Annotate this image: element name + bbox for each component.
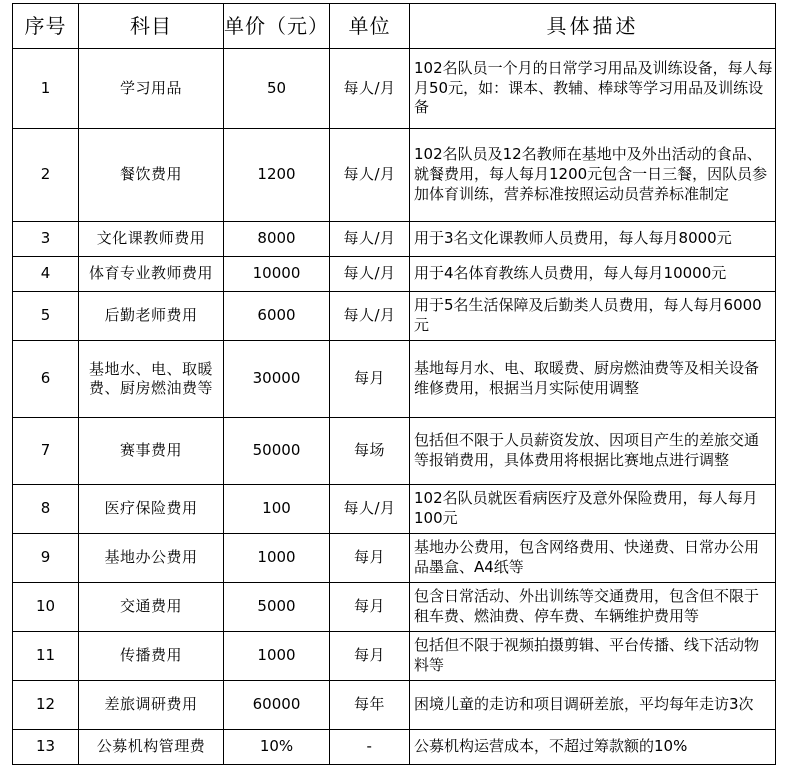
cell-item: 医疗保险费用 [79,485,224,534]
cell-index: 10 [13,583,79,632]
cell-item: 学习用品 [79,49,224,129]
cell-item: 餐饮费用 [79,129,224,222]
cell-unit: 每月 [330,632,410,681]
table-row [13,418,776,485]
table-row [13,681,776,730]
cell-unit: 每月 [330,534,410,583]
cell-item: 差旅调研费用 [79,681,224,730]
column-header-index: 序号 [13,4,79,49]
cell-item: 公募机构管理费 [79,730,224,765]
cell-unit-price: 60000 [224,681,330,730]
cell-description: 102名队员就医看病医疗及意外保险费用，每人每月100元 [410,485,776,534]
cell-description: 102名队员一个月的日常学习用品及训练设备，每人每月50元，如：课本、教辅、棒球等学习用品及训练设备 [410,49,776,129]
cell-unit-price: 1000 [224,534,330,583]
cell-unit: - [330,730,410,765]
cell-item: 传播费用 [79,632,224,681]
cell-unit-price: 1200 [224,129,330,222]
cell-unit: 每人/月 [330,485,410,534]
cell-unit-price: 10% [224,730,330,765]
table-row [13,341,776,418]
cell-description: 102名队员及12名教师在基地中及外出活动的食品、就餐费用，每人每月1200元包含一日三餐，因队员参加体育训练，营养标准按照运动员营养标准制定 [410,129,776,222]
cell-index: 4 [13,257,79,292]
column-header-unit-price: 单价（元） [224,4,330,49]
column-header-description: 具体描述 [410,4,776,49]
cell-index: 7 [13,418,79,485]
cell-unit: 每月 [330,341,410,418]
cell-unit-price: 50 [224,49,330,129]
cell-unit-price: 1000 [224,632,330,681]
cell-index: 12 [13,681,79,730]
table-row [13,583,776,632]
table-row [13,534,776,583]
cell-unit: 每人/月 [330,222,410,257]
cell-unit-price: 50000 [224,418,330,485]
cell-description: 困境儿童的走访和项目调研差旅，平均每年走访3次 [410,681,776,730]
cell-item: 交通费用 [79,583,224,632]
cell-description: 包括但不限于人员薪资发放、因项目产生的差旅交通等报销费用，具体费用将根据比赛地点进行调整 [410,418,776,485]
cell-item: 赛事费用 [79,418,224,485]
cell-index: 9 [13,534,79,583]
cell-unit-price: 6000 [224,292,330,341]
cell-unit: 每月 [330,583,410,632]
table-row [13,257,776,292]
cell-unit-price: 30000 [224,341,330,418]
cell-unit: 每人/月 [330,49,410,129]
table-body [13,49,776,765]
cell-description: 包括但不限于视频拍摄剪辑、平台传播、线下活动物料等 [410,632,776,681]
table-row [13,730,776,765]
cell-item: 基地水、电、取暖费、厨房燃油费等 [79,341,224,418]
cell-description: 用于5名生活保障及后勤类人员费用，每人每月6000元 [410,292,776,341]
column-header-item: 科目 [79,4,224,49]
cell-unit: 每人/月 [330,257,410,292]
cell-index: 3 [13,222,79,257]
column-header-unit: 单位 [330,4,410,49]
table-header [13,4,776,49]
cell-unit-price: 5000 [224,583,330,632]
cell-index: 6 [13,341,79,418]
cell-item: 文化课教师费用 [79,222,224,257]
table-row [13,222,776,257]
cell-description: 用于4名体育教练人员费用，每人每月10000元 [410,257,776,292]
cell-unit-price: 10000 [224,257,330,292]
cell-item: 基地办公费用 [79,534,224,583]
cell-index: 8 [13,485,79,534]
table-row [13,632,776,681]
cell-index: 11 [13,632,79,681]
table-header-row [13,4,776,49]
cell-unit: 每人/月 [330,129,410,222]
cell-unit: 每年 [330,681,410,730]
cell-index: 2 [13,129,79,222]
table-row [13,49,776,129]
cell-description: 基地办公费用，包含网络费用、快递费、日常办公用品墨盒、A4纸等 [410,534,776,583]
budget-breakdown-table [12,3,776,765]
cell-item: 后勤老师费用 [79,292,224,341]
cell-description: 公募机构运营成本，不超过筹款额的10% [410,730,776,765]
cell-description: 包含日常活动、外出训练等交通费用，包含但不限于租车费、燃油费、停车费、车辆维护费用等 [410,583,776,632]
cell-description: 基地每月水、电、取暖费、厨房燃油费等及相关设备维修费用，根据当月实际使用调整 [410,341,776,418]
cell-item: 体育专业教师费用 [79,257,224,292]
cell-index: 13 [13,730,79,765]
table-row [13,129,776,222]
table-row [13,292,776,341]
cell-index: 5 [13,292,79,341]
cell-unit-price: 8000 [224,222,330,257]
cell-unit-price: 100 [224,485,330,534]
cell-index: 1 [13,49,79,129]
cell-description: 用于3名文化课教师人员费用，每人每月8000元 [410,222,776,257]
table-row [13,485,776,534]
cell-unit: 每人/月 [330,292,410,341]
cell-unit: 每场 [330,418,410,485]
